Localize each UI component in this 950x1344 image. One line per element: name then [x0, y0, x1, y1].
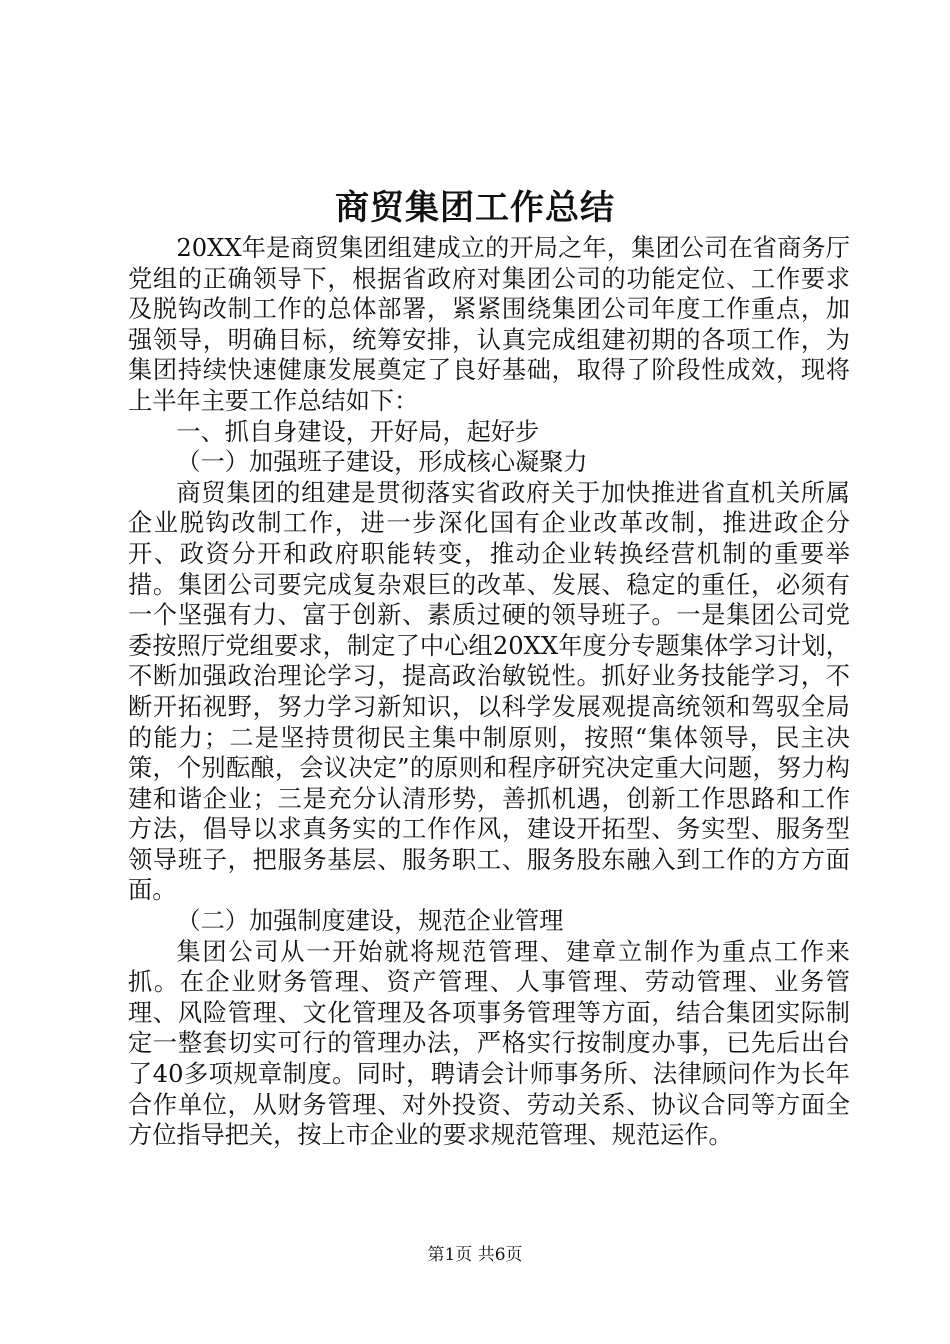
heading-section-1: 一、抓自身建设，开好局，起好步	[176, 417, 540, 446]
heading-subsection-1: （一）加强班子建设，形成核心凝聚力	[176, 448, 588, 477]
page-number-footer: 第1页 共6页	[427, 1245, 523, 1265]
paragraph-team-building: 商贸集团的组建是贯彻落实省政府关于加快推进省直机关所属企业脱钩改制工作，进一步深化国有企业改革改制，推进政企分开、政资分开和政府职能转变，推动企业转换经营机制的重要举措。集团公司要完成复杂艰巨的改革、发展、稳定的重任，必须有一个坚强有力、富于创新、素质过硬的领导班子。一是集团公司党委按照厅党组要求，制定了中心组20XX年度分专题集体学习计划，不断加强政治理论学习，提高政治敏锐性。抓好业务技能学习，不断开拓视野，努力学习新知识，以科学发展观提高统领和驾驭全局的能力；二是坚持贯彻民主集中制原则，按照“集体领导，民主决策，个别酝酿，会议决定”的原则和程序研究决定重大问题，努力构建和谐企业；三是充分认清形势，善抓机遇，创新工作思路和工作方法，倡导以求真务实的工作作风，建设开拓型、务实型、服务型领导班子，把服务基层、服务职工、服务股东融入到工作的方方面面。	[128, 478, 850, 905]
paragraph-system-building: 集团公司从一开始就将规范管理、建章立制作为重点工作来抓。在企业财务管理、资产管理、人事管理、劳动管理、业务管理、风险管理、文化管理及各项事务管理等方面，结合集团实际制定一整套切实可行的管理办法，严格实行按制度办事，已先后出台了40多项规章制度。同时，聘请会计师事务所、法律顾问作为长年合作单位，从财务管理、对外投资、劳动关系、协议合同等方面全方位指导把关，按上市企业的要求规范管理、规范运作。	[128, 937, 850, 1150]
document-title: 商贸集团工作总结	[335, 188, 615, 228]
heading-subsection-2: （二）加强制度建设，规范企业管理	[176, 907, 564, 936]
paragraph-intro: 20XX年是商贸集团组建成立的开局之年，集团公司在省商务厅党组的正确领导下，根据省政府对集团公司的功能定位、工作要求及脱钩改制工作的总体部署，紧紧围绕集团公司年度工作重点，加强领导，明确目标，统筹安排，认真完成组建初期的各项工作，为集团持续快速健康发展奠定了良好基础，取得了阶段性成效，现将上半年主要工作总结如下：	[128, 234, 850, 415]
document-body	[128, 233, 850, 1151]
